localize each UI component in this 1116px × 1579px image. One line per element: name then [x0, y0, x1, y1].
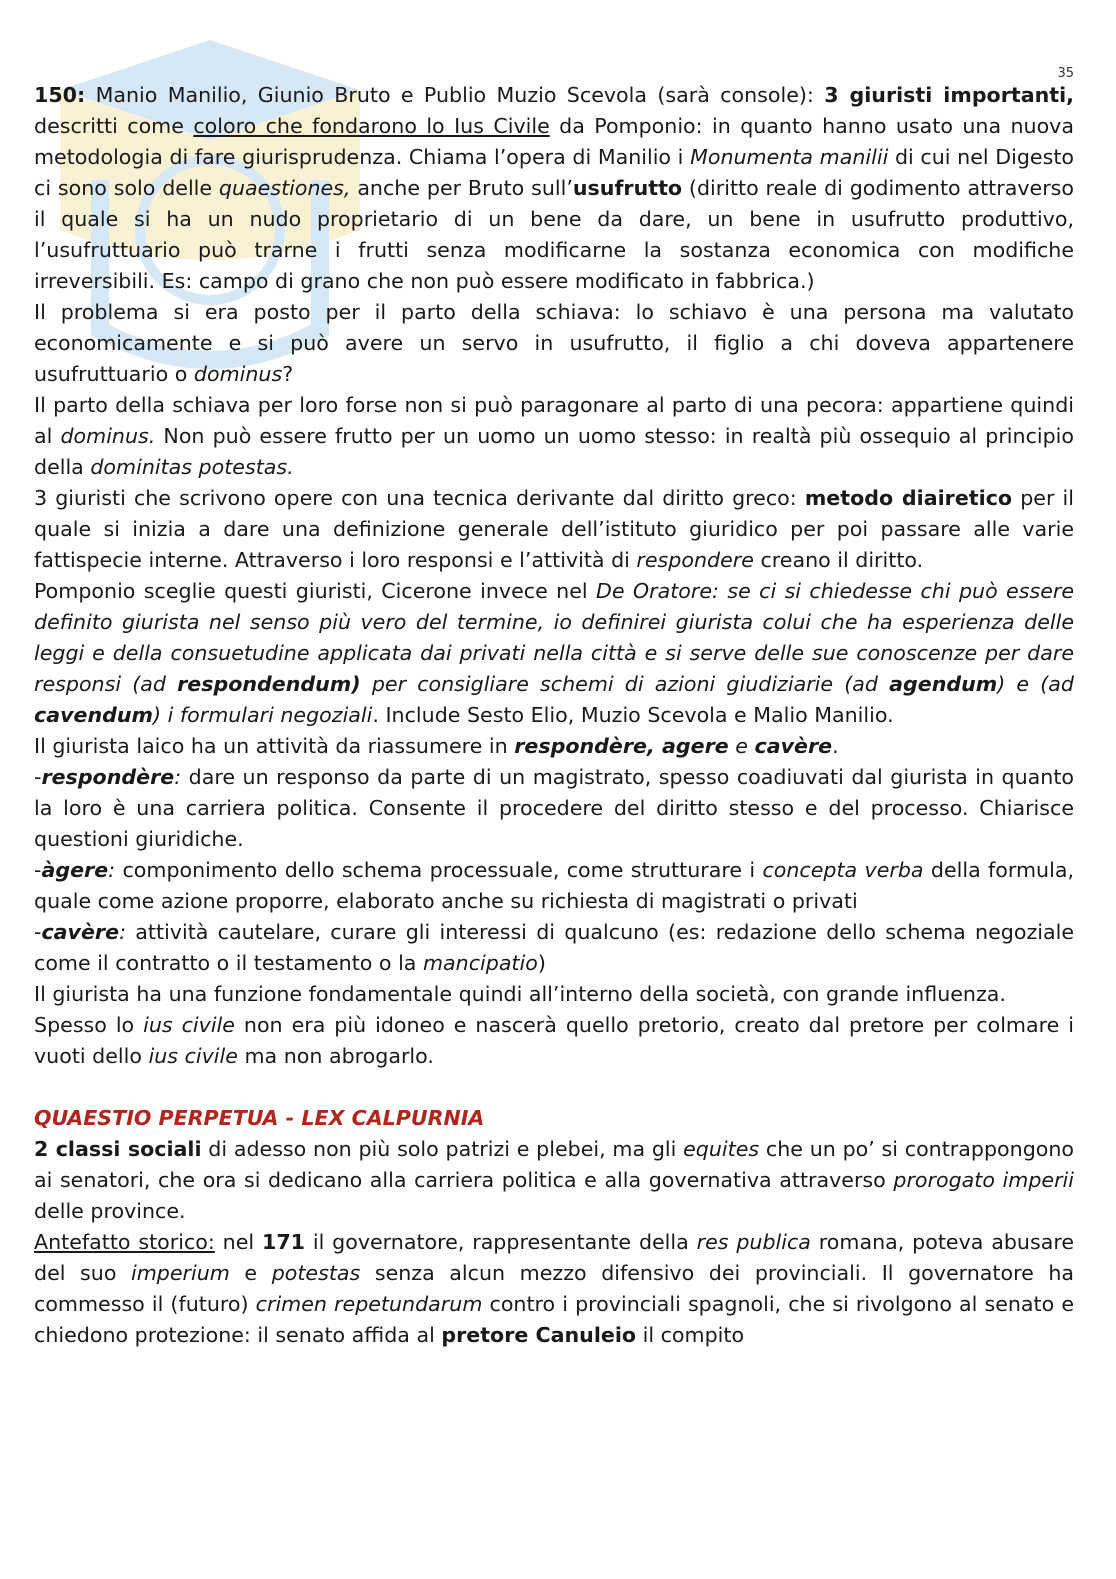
text-italic-run: :: [119, 920, 127, 944]
paragraph-giuristi: [34, 80, 1074, 297]
text-run: che un po’ si contrappongono ai senatori, che ora si dedicano alla carriera politica e alla governativa attraverso: [34, 1137, 1075, 1192]
text-bold-run: 171: [262, 1230, 305, 1254]
paragraph-cicerone: [34, 576, 1074, 731]
paragraph-funzione-giurista: [34, 979, 1074, 1010]
text-run: romana, poteva abusare del suo: [34, 1230, 1075, 1285]
text-run: Pomponio sceglie questi giuristi, Cicerone invece nel: [34, 579, 596, 603]
text-run: Il giurista laico ha un attività da riassumere in: [34, 734, 515, 758]
text-italic-run: e: [728, 734, 755, 758]
text-italic-run: concepta verba: [762, 858, 924, 882]
text-italic-run: imperium: [131, 1261, 230, 1285]
text-italic-run: :: [174, 765, 182, 789]
text-run: 3 giuristi che scrivono opere con una tecnica derivante dal diritto greco:: [34, 486, 805, 510]
text-bold-italic-run: cavendum: [34, 703, 154, 727]
paragraph-cavere: [34, 917, 1074, 979]
text-run: dare un responso da parte di un magistrato, spesso coadiuvati dal giurista in quanto la loro è una carriera politica. Consente il procedere del diritto stesso e del processo. Chiarisce questioni giuridiche.: [34, 765, 1074, 851]
text-run: contro i provinciali spagnoli, che si rivolgono al senato e chiedono protezione: il senato affida al: [34, 1292, 1074, 1347]
paragraph-parto-schiava: [34, 297, 1074, 390]
text-bold-italic-run: respondère: [41, 765, 175, 789]
text-italic-run: ) i formulari negoziali: [153, 703, 373, 727]
text-italic-run: dominus: [193, 362, 283, 386]
text-italic-run: (ad: [121, 672, 178, 696]
text-run: Spesso lo: [34, 1013, 144, 1037]
text-run: non era più idoneo e nascerà quello pretorio, creato dal pretore per colmare i vuoti dello: [34, 1013, 1074, 1068]
text-run: di adesso non più solo patrizi e plebei, ma gli: [201, 1137, 684, 1161]
text-bold-italic-run: àgere: [41, 858, 109, 882]
text-bold-italic-run: respondendum): [177, 672, 361, 696]
text-italic-run: per consigliare schemi di azioni giudiziarie (ad: [360, 672, 890, 696]
text-run: creano il diritto.: [753, 548, 924, 572]
text-run: ma non abrogarlo.: [237, 1044, 434, 1068]
text-run: di cui nel Digesto ci sono solo delle: [34, 145, 1074, 200]
text-italic-run: respondere: [636, 548, 754, 572]
text-run: anche per Bruto sull’: [350, 176, 573, 200]
text-run: Il giurista ha una funzione fondamentale quindi all’interno della società, con grande influenza.: [34, 982, 1006, 1006]
document-body: [34, 80, 1074, 1351]
text-run: e: [229, 1261, 272, 1285]
text-italic-run: ius civile: [143, 1013, 235, 1037]
text-italic-run: mancipatio: [422, 951, 538, 975]
paragraph-antefatto: [34, 1227, 1074, 1351]
text-italic-run: res publica: [696, 1230, 811, 1254]
text-bold-italic-run: cavère: [754, 734, 833, 758]
text-italic-run: crimen repetundarum: [255, 1292, 483, 1316]
blank-line: [34, 1072, 1074, 1103]
text-run: .: [832, 734, 839, 758]
page-number: 35: [1057, 66, 1074, 81]
paragraph-respondere: [34, 762, 1074, 855]
paragraph-ius-civile: [34, 1010, 1074, 1072]
text-italic-run: dominitas potestas.: [90, 455, 294, 479]
text-italic-run: :: [108, 858, 116, 882]
text-run: ): [537, 951, 546, 975]
text-run: delle province.: [34, 1199, 186, 1223]
text-run: -: [34, 765, 42, 789]
text-run: descritti come: [34, 114, 194, 138]
text-bold-italic-run: cavère: [41, 920, 120, 944]
section-heading: QUAESTIO PERPETUA - LEX CALPURNIA: [34, 1106, 485, 1130]
text-run: Il parto della schiava per loro forse non si può paragonare al parto di una pecora: appartiene quindi al: [34, 393, 1074, 448]
text-run: . Include Sesto Elio, Muzio Scevola e Malio Manilio.: [372, 703, 894, 727]
text-bold-italic-run: agendum: [889, 672, 998, 696]
text-run: Manio Manilio, Giunio Bruto e Publio Muzio Scevola (sarà console):: [85, 83, 825, 107]
paragraph-metodo-diairetico: [34, 483, 1074, 576]
text-run: da Pomponio: in quanto hanno usato una nuova metodologia di fare giurisprudenza. Chiama l’opera di Manilio i: [34, 114, 1074, 169]
text-year-150: 150:: [34, 83, 86, 107]
text-run: attività cautelare, curare gli interessi di qualcuno (es: redazione dello schema negoziale come il contratto o il testamento o la: [34, 920, 1074, 975]
text-run: componimento dello schema processuale, come strutturare i: [115, 858, 763, 882]
text-italic-run: potestas: [271, 1261, 361, 1285]
text-run: il compito: [636, 1323, 745, 1347]
text-run: (diritto reale di godimento attraverso il quale si ha un nudo proprietario di un bene da dare, un bene in usufrutto produttivo, l’usufruttuario può trarne i frutti senza modificarne la sostanza economica con modifiche irreversibili. Es: campo di grano che non può essere modificato in fabbrica.): [34, 176, 1074, 293]
text-bold-run: pretore Canuleio: [441, 1323, 637, 1347]
text-run: -: [34, 858, 42, 882]
text-bold-run: 3 giuristi importanti,: [824, 83, 1074, 107]
text-run: ?: [282, 362, 294, 386]
text-run: della formula, quale come azione proporre, elaborato anche su richiesta di magistrati o privati: [34, 858, 1074, 913]
text-bold-run: usufrutto: [572, 176, 683, 200]
text-italic-run: prorogato imperii: [893, 1168, 1074, 1192]
paragraph-dominus: [34, 390, 1074, 483]
paragraph-agere: [34, 855, 1074, 917]
text-run: senza alcun mezzo difensivo dei provinciali. Il governatore ha commesso il (futuro): [34, 1261, 1075, 1316]
text-bold-italic-run: respondère, agere: [514, 734, 729, 758]
text-italic-run: quaestiones,: [218, 176, 351, 200]
text-italic-run: ius civile: [148, 1044, 238, 1068]
text-run: Non può essere frutto per un uomo un uomo stesso: in realtà più ossequio al principio della: [34, 424, 1075, 479]
text-italic-run: De Oratore: se ci si chiedesse chi può essere definito giurista nel senso più vero del termine, io definirei giurista colui che ha esperienza delle leggi e della consuetudine applicata dai privati nella città e si serve delle sue conoscenze per dare responsi: [34, 579, 1074, 696]
text-italic-run: Monumenta manilii: [690, 145, 889, 169]
text-italic-run: equites: [683, 1137, 760, 1161]
text-bold-run: metodo diairetico: [804, 486, 1013, 510]
text-underlined-run: Antefatto storico:: [34, 1230, 215, 1254]
text-run: per il quale si inizia a dare una definizione generale dell’istituto giuridico per poi passare alle varie fattispecie interne. Attraverso i loro responsi e l’attività di: [34, 486, 1074, 572]
text-italic-run: dominus.: [60, 424, 156, 448]
text-run: Il problema si era posto per il parto della schiava: lo schiavo è una persona ma valutato economicamente e si può avere un servo in usufrutto, il figlio a chi doveva appartenere usufruttuario o: [34, 300, 1074, 386]
paragraph-giurista-laico: [34, 731, 1074, 762]
text-run: -: [34, 920, 42, 944]
text-run: nel: [214, 1230, 262, 1254]
text-run: il governatore, rappresentante della: [305, 1230, 697, 1254]
paragraph-classi-sociali: [34, 1134, 1074, 1227]
text-italic-run: ) e (ad: [997, 672, 1074, 696]
text-bold-run: 2 classi sociali: [34, 1137, 202, 1161]
text-underlined-run: coloro che fondarono lo Ius Civile: [193, 114, 550, 138]
